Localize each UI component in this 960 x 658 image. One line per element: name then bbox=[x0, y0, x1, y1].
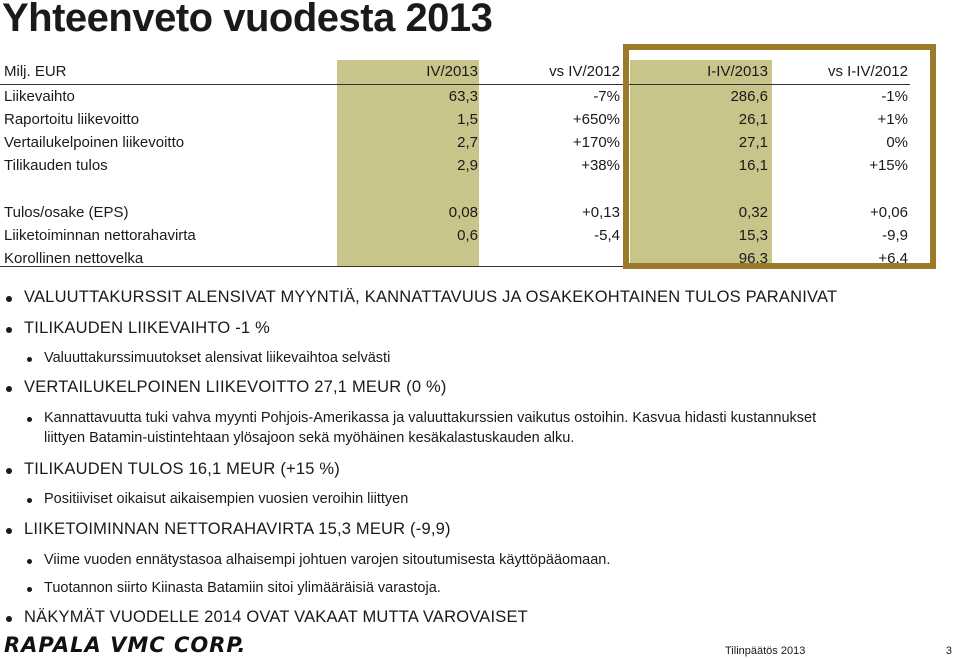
cell-vs-iv-2012: +650% bbox=[572, 111, 620, 128]
company-logo: RAPALA VMC CORP. bbox=[4, 633, 247, 657]
header-vs-i-iv-2012: vs I-IV/2012 bbox=[827, 63, 908, 80]
header-vs-iv-2012: vs IV/2012 bbox=[549, 63, 620, 80]
cell-i-iv-2013: 0,32 bbox=[738, 204, 768, 221]
row-label: Raportoitu liikevoitto bbox=[4, 111, 140, 128]
row-label: Korollinen nettovelka bbox=[4, 250, 144, 267]
cell-i-iv-2013: 286,6 bbox=[730, 88, 768, 105]
cell-iv-2013: 2,9 bbox=[457, 157, 478, 174]
bullet-main: NÄKYMÄT VUODELLE 2014 OVAT VAKAAT MUTTA VAROVAISET bbox=[24, 608, 528, 626]
bullet-main: TILIKAUDEN LIIKEVAIHTO -1 % bbox=[24, 319, 270, 337]
cell-i-iv-2013: 96,3 bbox=[738, 250, 768, 267]
bullet-sub: Valuuttakurssimuutokset alensivat liikevaihtoa selvästi bbox=[44, 350, 391, 366]
cell-vs-i-iv-2012: +1% bbox=[877, 111, 908, 128]
bullet-sub: Tuotannon siirto Kiinasta Batamiin sitoi ylimääräisiä varastoja. bbox=[44, 580, 441, 596]
row-label: Tulos/osake (EPS) bbox=[4, 204, 129, 221]
cell-iv-2013: 1,5 bbox=[457, 111, 478, 128]
cell-i-iv-2013: 27,1 bbox=[738, 134, 768, 151]
cell-i-iv-2013: 15,3 bbox=[738, 227, 768, 244]
row-label: Vertailukelpoinen liikevoitto bbox=[4, 134, 185, 151]
cell-vs-i-iv-2012: -9,9 bbox=[882, 227, 908, 244]
cell-iv-2013: 2,7 bbox=[457, 134, 478, 151]
cell-vs-iv-2012: +38% bbox=[581, 157, 620, 174]
footer-label: Tilinpäätös 2013 bbox=[725, 645, 806, 657]
full-year-highlight-frame bbox=[623, 44, 936, 269]
page-title: Yhteenveto vuodesta 2013 bbox=[2, 0, 493, 40]
cell-vs-i-iv-2012: +15% bbox=[869, 157, 908, 174]
cell-vs-iv-2012: -5,4 bbox=[594, 227, 620, 244]
bullet-main: VALUUTTAKURSSIT ALENSIVAT MYYNTIÄ, KANNATTAVUUS JA OSAKEKOHTAINEN TULOS PARANIVAT bbox=[24, 288, 838, 306]
cell-vs-i-iv-2012: 0% bbox=[886, 134, 908, 151]
cell-vs-iv-2012: +170% bbox=[572, 134, 620, 151]
bullet-sub: Kannattavuutta tuki vahva myynti Pohjois-Amerikassa ja valuuttakurssien vaikutus ostoihin. Kasvua hidasti kustannukset bbox=[44, 410, 817, 426]
cell-vs-i-iv-2012: -1% bbox=[881, 88, 908, 105]
header-i-iv-2013: I-IV/2013 bbox=[707, 63, 768, 80]
bullet-main: VERTAILUKELPOINEN LIIKEVOITTO 27,1 MEUR (0 %) bbox=[24, 378, 447, 396]
page-number: 3 bbox=[945, 645, 952, 657]
row-label: Tilikauden tulos bbox=[4, 157, 108, 174]
cell-vs-i-iv-2012: +0,06 bbox=[870, 204, 908, 221]
row-label: Liiketoiminnan nettorahavirta bbox=[4, 227, 196, 244]
cell-i-iv-2013: 16,1 bbox=[738, 157, 768, 174]
cell-iv-2013: 0,6 bbox=[457, 227, 478, 244]
bullet-main: LIIKETOIMINNAN NETTORAHAVIRTA 15,3 MEUR (-9,9) bbox=[24, 520, 451, 538]
header-unit: Milj. EUR bbox=[4, 63, 67, 80]
cell-iv-2013: 63,3 bbox=[448, 88, 478, 105]
cell-iv-2013: 0,08 bbox=[448, 204, 478, 221]
header-iv-2013: IV/2013 bbox=[426, 63, 478, 80]
cell-vs-i-iv-2012: +6,4 bbox=[878, 250, 908, 267]
bullet-sub-continuation: liittyen Batamin-uistintehtaan ylösajoon sekä myöhäinen kesäkalastuskauden alku. bbox=[44, 430, 575, 446]
bullet-sub: Viime vuoden ennätystasoa alhaisempi johtuen varojen sitoutumisesta käyttöpääomaan. bbox=[44, 552, 611, 568]
bullet-sub: Positiiviset oikaisut aikaisempien vuosien veroihin liittyen bbox=[44, 491, 409, 507]
bullet-main: TILIKAUDEN TULOS 16,1 MEUR (+15 %) bbox=[24, 460, 340, 478]
cell-vs-iv-2012: -7% bbox=[593, 88, 620, 105]
cell-vs-iv-2012: +0,13 bbox=[582, 204, 620, 221]
cell-i-iv-2013: 26,1 bbox=[738, 111, 768, 128]
row-label: Liikevaihto bbox=[4, 88, 75, 105]
